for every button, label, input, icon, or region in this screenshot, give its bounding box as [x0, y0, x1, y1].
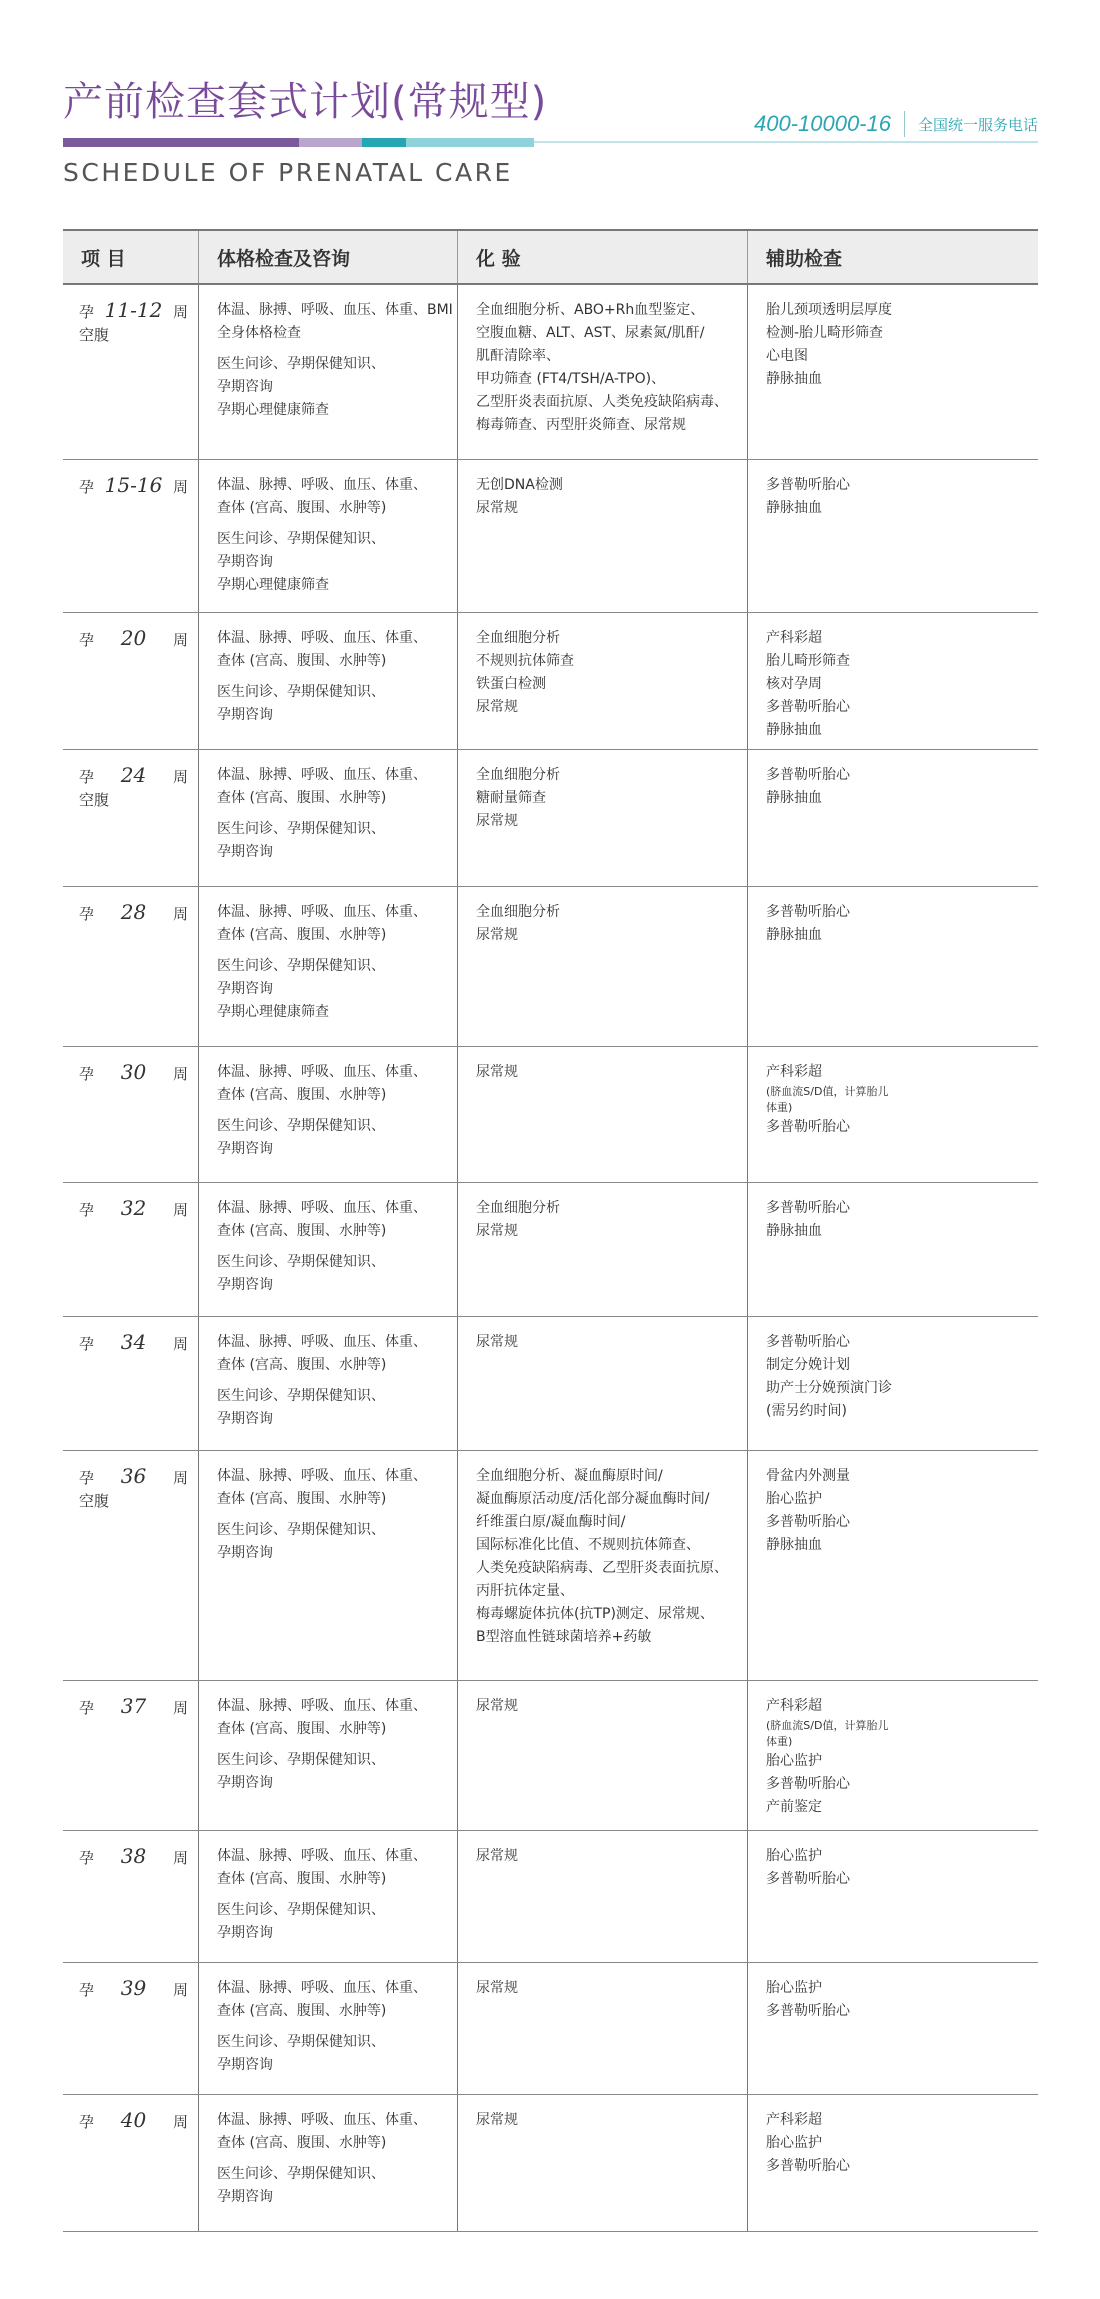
exam-paragraph: [217, 1977, 451, 2023]
exam-line: 查体 (宫高、腹围、水肿等): [217, 1491, 387, 1507]
week-prefix: 孕: [79, 768, 95, 786]
exam-paragraph: [217, 1899, 451, 1945]
week-cell: [63, 887, 198, 1046]
exam-line: 查体 (宫高、腹围、水肿等): [217, 2135, 387, 2151]
table-row: [63, 887, 1038, 1047]
lab-line: 尿常规: [476, 500, 518, 516]
week-number: 40: [120, 2108, 147, 2132]
exam-line: 体温、脉搏、呼吸、血压、体重、: [217, 1334, 427, 1350]
exam-line: 孕期心理健康筛查: [217, 402, 329, 418]
exam-line: 查体 (宫高、腹围、水肿等): [217, 1087, 387, 1103]
week-prefix: 孕: [79, 1201, 95, 1219]
exam-line: 医生问诊、孕期保健知识、: [217, 531, 385, 547]
exam-line: 孕期咨询: [217, 844, 273, 860]
week-suffix: 周: [172, 1849, 188, 1867]
exam-line: 查体 (宫高、腹围、水肿等): [217, 790, 387, 806]
week-cell: [63, 1183, 198, 1316]
week-number: 37: [120, 1694, 147, 1718]
auxiliary-line: 产科彩超: [766, 630, 822, 646]
table-row: [63, 1681, 1038, 1831]
auxiliary-line: 静脉抽血: [766, 371, 822, 387]
exam-paragraph: [217, 353, 451, 422]
lab-line: 丙肝抗体定量、: [476, 1583, 574, 1599]
column-header-physical-exam: 体格检查及咨询: [198, 231, 457, 283]
exam-line: 孕期心理健康筛查: [217, 577, 329, 593]
week-prefix: 孕: [79, 303, 95, 321]
auxiliary-line: 多普勒听胎心: [766, 904, 850, 920]
table-row: [63, 2095, 1038, 2232]
lab-tests-cell: [457, 1963, 747, 2094]
exam-paragraph: [217, 1845, 451, 1891]
week-prefix: 孕: [79, 2113, 95, 2131]
exam-paragraph: [217, 1749, 451, 1795]
exam-line: 医生问诊、孕期保健知识、: [217, 1388, 385, 1404]
fasting-note: 空腹: [79, 1492, 110, 1510]
lab-line: 肌酐清除率、: [476, 348, 560, 364]
auxiliary-line: 胎心监护: [766, 1980, 822, 1996]
week-number: 38: [120, 1844, 147, 1868]
auxiliary-exam-cell: [747, 887, 1038, 1046]
week-number: 15-16: [104, 473, 163, 497]
auxiliary-line: 静脉抽血: [766, 722, 822, 738]
auxiliary-exam-cell: [747, 1451, 1038, 1680]
lab-tests-cell: [457, 460, 747, 612]
physical-exam-cell: [198, 1183, 457, 1316]
auxiliary-line: 检测-胎儿畸形筛查: [766, 325, 884, 341]
lab-tests-cell: [457, 887, 747, 1046]
exam-paragraph: [217, 299, 451, 345]
auxiliary-line: 多普勒听胎心: [766, 1119, 850, 1135]
week-suffix: 周: [172, 1201, 188, 1219]
week-label: [79, 1977, 188, 2002]
exam-line: 医生问诊、孕期保健知识、: [217, 1254, 385, 1270]
exam-line: 体温、脉搏、呼吸、血压、体重、: [217, 630, 427, 646]
exam-line: 查体 (宫高、腹围、水肿等): [217, 1223, 387, 1239]
auxiliary-line: 胎心监护: [766, 1848, 822, 1864]
lab-line: 不规则抗体筛查: [476, 653, 574, 669]
week-prefix: 孕: [79, 1065, 95, 1083]
physical-exam-cell: [198, 887, 457, 1046]
fasting-note: 空腹: [79, 791, 110, 809]
lab-line: 全血细胞分析: [476, 767, 560, 783]
table-row: [63, 1183, 1038, 1317]
exam-paragraph: [217, 1331, 451, 1377]
week-suffix: 周: [172, 1981, 188, 1999]
lab-line: 尿常规: [476, 699, 518, 715]
week-prefix: 孕: [79, 1469, 95, 1487]
title-accent-bar: [63, 138, 534, 147]
exam-paragraph: [217, 1197, 451, 1243]
lab-tests-cell: [457, 1831, 747, 1962]
week-number: 39: [120, 1976, 147, 2000]
week-suffix: 周: [172, 1065, 188, 1083]
auxiliary-exam-cell: [747, 285, 1038, 459]
lab-line: 全血细胞分析、ABO+Rh血型鉴定、: [476, 302, 705, 318]
exam-paragraph: [217, 1115, 451, 1161]
service-hotline: [754, 111, 1038, 137]
auxiliary-line: 制定分娩计划: [766, 1357, 850, 1373]
exam-line: 孕期咨询: [217, 379, 273, 395]
auxiliary-line: (需另约时间): [766, 1403, 847, 1419]
week-suffix: 周: [172, 768, 188, 786]
exam-line: 体温、脉搏、呼吸、血压、体重、: [217, 1980, 427, 1996]
table-row: [63, 460, 1038, 613]
auxiliary-line: 助产士分娩预演门诊: [766, 1380, 892, 1396]
exam-line: 查体 (宫高、腹围、水肿等): [217, 927, 387, 943]
week-suffix: 周: [172, 905, 188, 923]
exam-line: 孕期咨询: [217, 1545, 273, 1561]
week-prefix: 孕: [79, 478, 95, 496]
week-label: [79, 1197, 188, 1222]
week-suffix: 周: [172, 1335, 188, 1353]
week-cell: [63, 1831, 198, 1962]
week-suffix: 周: [172, 478, 188, 496]
exam-line: 体温、脉搏、呼吸、血压、体重、: [217, 767, 427, 783]
lab-tests-cell: [457, 613, 747, 749]
week-number: 36: [120, 1464, 147, 1488]
week-suffix: 周: [172, 631, 188, 649]
physical-exam-cell: [198, 1681, 457, 1830]
lab-tests-cell: [457, 2095, 747, 2231]
week-cell: [63, 750, 198, 886]
accent-segment-lilac: [299, 138, 362, 147]
auxiliary-line: 静脉抽血: [766, 1537, 822, 1553]
week-suffix: 周: [172, 303, 188, 321]
exam-line: 查体 (宫高、腹围、水肿等): [217, 1357, 387, 1373]
exam-paragraph: [217, 2031, 451, 2077]
exam-paragraph: [217, 764, 451, 810]
column-header-lab-tests: 化 验: [457, 231, 747, 283]
lab-line: 全血细胞分析: [476, 1200, 560, 1216]
physical-exam-cell: [198, 2095, 457, 2231]
auxiliary-line: (脐血流S/D值，计算胎儿: [766, 1085, 889, 1098]
exam-paragraph: [217, 955, 451, 1024]
exam-line: 查体 (宫高、腹围、水肿等): [217, 653, 387, 669]
lab-line: 甲功筛查 (FT4/TSH/A-TPO)、: [476, 371, 666, 387]
lab-tests-cell: [457, 1047, 747, 1182]
auxiliary-line: 胎儿颈项透明层厚度: [766, 302, 892, 318]
accent-segment-light-teal: [406, 138, 534, 147]
fasting-note: 空腹: [79, 326, 110, 344]
lab-line: 尿常规: [476, 2112, 518, 2128]
lab-tests-cell: [457, 285, 747, 459]
lab-tests-cell: [457, 750, 747, 886]
physical-exam-cell: [198, 285, 457, 459]
lab-tests-cell: [457, 1451, 747, 1680]
exam-paragraph: [217, 2109, 451, 2155]
exam-paragraph: [217, 818, 451, 864]
week-prefix: 孕: [79, 1849, 95, 1867]
week-number: 28: [120, 900, 147, 924]
physical-exam-cell: [198, 1963, 457, 2094]
exam-line: 体温、脉搏、呼吸、血压、体重、: [217, 1698, 427, 1714]
lab-line: 梅毒螺旋体抗体(抗TP)测定、尿常规、: [476, 1606, 714, 1622]
auxiliary-exam-cell: [747, 1183, 1038, 1316]
lab-line: 全血细胞分析: [476, 630, 560, 646]
table-row: [63, 1317, 1038, 1451]
exam-line: 孕期咨询: [217, 707, 273, 723]
auxiliary-line: 多普勒听胎心: [766, 2003, 850, 2019]
week-prefix: 孕: [79, 1699, 95, 1717]
lab-line: 尿常规: [476, 1980, 518, 1996]
lab-line: 尿常规: [476, 1334, 518, 1350]
lab-line: 凝血酶原活动度/活化部分凝血酶时间/: [476, 1491, 710, 1507]
auxiliary-exam-cell: [747, 1831, 1038, 1962]
auxiliary-line: 多普勒听胎心: [766, 2158, 850, 2174]
auxiliary-exam-cell: [747, 2095, 1038, 2231]
week-cell: [63, 2095, 198, 2231]
auxiliary-line: 胎心监护: [766, 1491, 822, 1507]
auxiliary-line: 静脉抽血: [766, 500, 822, 516]
week-number: 11-12: [104, 298, 163, 322]
week-number: 34: [120, 1330, 147, 1354]
exam-line: 查体 (宫高、腹围、水肿等): [217, 500, 387, 516]
exam-line: 孕期咨询: [217, 1411, 273, 1427]
exam-line: 体温、脉搏、呼吸、血压、体重、: [217, 477, 427, 493]
physical-exam-cell: [198, 1047, 457, 1182]
auxiliary-exam-cell: [747, 613, 1038, 749]
exam-line: 全身体格检查: [217, 325, 301, 341]
auxiliary-line: 体重): [766, 1735, 793, 1748]
auxiliary-line: 多普勒听胎心: [766, 1200, 850, 1216]
week-number: 20: [120, 626, 147, 650]
lab-line: 空腹血糖、ALT、AST、尿素氮/肌酐/: [476, 325, 705, 341]
hotline-label: 全国统一服务电话: [917, 115, 1038, 134]
exam-line: 体温、脉搏、呼吸、血压、体重、: [217, 2112, 427, 2128]
week-cell: [63, 1047, 198, 1182]
accent-segment-purple: [63, 138, 299, 147]
table-row: [63, 285, 1038, 460]
week-label: [79, 627, 188, 652]
header-divider-line: [534, 141, 1038, 143]
auxiliary-line: 多普勒听胎心: [766, 767, 850, 783]
lab-line: 无创DNA检测: [476, 477, 563, 493]
auxiliary-line: 胎心监护: [766, 1753, 822, 1769]
week-label: [79, 1061, 188, 1086]
lab-line: 纤维蛋白原/凝血酶时间/: [476, 1514, 626, 1530]
exam-paragraph: [217, 1251, 451, 1297]
week-prefix: 孕: [79, 1981, 95, 1999]
week-label: [79, 474, 188, 499]
week-suffix: 周: [172, 2113, 188, 2131]
exam-line: 体温、脉搏、呼吸、血压、体重、: [217, 904, 427, 920]
table-row: [63, 1047, 1038, 1183]
exam-line: 体温、脉搏、呼吸、血压、体重、: [217, 1848, 427, 1864]
auxiliary-line: 产科彩超: [766, 2112, 822, 2128]
lab-line: 全血细胞分析: [476, 904, 560, 920]
exam-line: 查体 (宫高、腹围、水肿等): [217, 2003, 387, 2019]
auxiliary-line: 产科彩超: [766, 1064, 822, 1080]
exam-line: 体温、脉搏、呼吸、血压、体重、: [217, 1064, 427, 1080]
exam-line: 查体 (宫高、腹围、水肿等): [217, 1721, 387, 1737]
exam-line: 医生问诊、孕期保健知识、: [217, 958, 385, 974]
column-header-item: 项 目: [81, 247, 126, 270]
lab-line: 尿常规: [476, 927, 518, 943]
lab-line: 人类免疫缺陷病毒、乙型肝炎表面抗原、: [476, 1560, 728, 1576]
week-number: 30: [120, 1060, 147, 1084]
exam-line: 孕期咨询: [217, 981, 273, 997]
week-label: [79, 2109, 188, 2134]
week-prefix: 孕: [79, 631, 95, 649]
exam-line: 孕期咨询: [217, 1277, 273, 1293]
lab-line: 尿常规: [476, 1848, 518, 1864]
exam-line: 孕期咨询: [217, 1141, 273, 1157]
week-label: [79, 299, 188, 324]
auxiliary-line: 多普勒听胎心: [766, 699, 850, 715]
lab-line: 尿常规: [476, 1223, 518, 1239]
auxiliary-line: 多普勒听胎心: [766, 1871, 850, 1887]
week-suffix: 周: [172, 1699, 188, 1717]
exam-line: 医生问诊、孕期保健知识、: [217, 1522, 385, 1538]
week-label: [79, 1465, 188, 1490]
physical-exam-cell: [198, 460, 457, 612]
physical-exam-cell: [198, 1831, 457, 1962]
auxiliary-exam-cell: [747, 1047, 1038, 1182]
exam-line: 体温、脉搏、呼吸、血压、体重、: [217, 1200, 427, 1216]
physical-exam-cell: [198, 750, 457, 886]
exam-line: 医生问诊、孕期保健知识、: [217, 1752, 385, 1768]
auxiliary-exam-cell: [747, 1681, 1038, 1830]
auxiliary-exam-cell: [747, 460, 1038, 612]
exam-line: 孕期咨询: [217, 1925, 273, 1941]
prenatal-schedule-table: [63, 229, 1038, 2232]
exam-line: 医生问诊、孕期保健知识、: [217, 356, 385, 372]
table-row: [63, 1963, 1038, 2095]
auxiliary-exam-cell: [747, 1963, 1038, 2094]
exam-paragraph: [217, 1465, 451, 1511]
lab-line: 铁蛋白检测: [476, 676, 546, 692]
week-label: [79, 1331, 188, 1356]
table-header-row: [63, 229, 1038, 285]
hotline-number[interactable]: 400-10000-16: [753, 111, 891, 136]
auxiliary-line: 多普勒听胎心: [766, 1776, 850, 1792]
lab-tests-cell: [457, 1681, 747, 1830]
exam-line: 孕期心理健康筛查: [217, 1004, 329, 1020]
lab-tests-cell: [457, 1317, 747, 1450]
auxiliary-line: 静脉抽血: [766, 790, 822, 806]
accent-segment-teal: [362, 138, 406, 147]
week-cell: [63, 1451, 198, 1680]
exam-line: 体温、脉搏、呼吸、血压、体重、BMI: [217, 302, 453, 318]
exam-paragraph: [217, 1519, 451, 1565]
table-row: [63, 1451, 1038, 1681]
auxiliary-line: 多普勒听胎心: [766, 1334, 850, 1350]
auxiliary-line: 静脉抽血: [766, 927, 822, 943]
exam-line: 医生问诊、孕期保健知识、: [217, 684, 385, 700]
week-label: [79, 901, 188, 926]
table-row: [63, 1831, 1038, 1963]
lab-line: 尿常规: [476, 1064, 518, 1080]
table-row: [63, 613, 1038, 750]
week-cell: [63, 285, 198, 459]
exam-paragraph: [217, 627, 451, 673]
auxiliary-exam-cell: [747, 1317, 1038, 1450]
auxiliary-line: 骨盆内外测量: [766, 1468, 850, 1484]
lab-line: 梅毒筛查、丙型肝炎筛查、尿常规: [476, 417, 686, 433]
week-cell: [63, 1681, 198, 1830]
page-title: 产前检查套式计划(常规型): [63, 79, 548, 125]
week-prefix: 孕: [79, 1335, 95, 1353]
auxiliary-line: 心电图: [766, 348, 808, 364]
column-header-auxiliary-exam: 辅助检查: [747, 231, 1038, 283]
auxiliary-line: 体重): [766, 1101, 793, 1114]
exam-line: 医生问诊、孕期保健知识、: [217, 2034, 385, 2050]
week-number: 32: [120, 1196, 147, 1220]
exam-line: 医生问诊、孕期保健知识、: [217, 821, 385, 837]
table-body: [63, 285, 1038, 2232]
week-cell: [63, 1963, 198, 2094]
lab-line: 尿常规: [476, 1698, 518, 1714]
exam-paragraph: [217, 681, 451, 727]
lab-line: 糖耐量筛查: [476, 790, 546, 806]
auxiliary-line: 多普勒听胎心: [766, 477, 850, 493]
exam-paragraph: [217, 1061, 451, 1107]
exam-line: 医生问诊、孕期保健知识、: [217, 2166, 385, 2182]
lab-line: B型溶血性链球菌培养+药敏: [476, 1629, 652, 1645]
lab-line: 全血细胞分析、凝血酶原时间/: [476, 1468, 663, 1484]
week-label: [79, 1845, 188, 1870]
physical-exam-cell: [198, 1317, 457, 1450]
week-cell: [63, 460, 198, 612]
physical-exam-cell: [198, 1451, 457, 1680]
week-cell: [63, 613, 198, 749]
auxiliary-line: 产科彩超: [766, 1698, 822, 1714]
exam-paragraph: [217, 901, 451, 947]
week-number: 24: [120, 763, 147, 787]
auxiliary-line: (脐血流S/D值，计算胎儿: [766, 1719, 889, 1732]
lab-line: 国际标准化比值、不规则抗体筛查、: [476, 1537, 700, 1553]
week-cell: [63, 1317, 198, 1450]
exam-paragraph: [217, 2163, 451, 2209]
auxiliary-line: 多普勒听胎心: [766, 1514, 850, 1530]
physical-exam-cell: [198, 613, 457, 749]
auxiliary-line: 核对孕周: [766, 676, 822, 692]
exam-line: 医生问诊、孕期保健知识、: [217, 1902, 385, 1918]
exam-paragraph: [217, 528, 451, 597]
auxiliary-line: 胎儿畸形筛查: [766, 653, 850, 669]
auxiliary-line: 静脉抽血: [766, 1223, 822, 1239]
auxiliary-line: 产前鉴定: [766, 1799, 822, 1815]
auxiliary-exam-cell: [747, 750, 1038, 886]
exam-line: 查体 (宫高、腹围、水肿等): [217, 1871, 387, 1887]
page-subtitle: SCHEDULE OF PRENATAL CARE: [63, 158, 513, 187]
exam-line: 孕期咨询: [217, 1775, 273, 1791]
week-label: [79, 764, 188, 789]
hotline-divider: [904, 111, 905, 137]
week-prefix: 孕: [79, 905, 95, 923]
exam-line: 孕期咨询: [217, 2189, 273, 2205]
exam-paragraph: [217, 1695, 451, 1741]
lab-line: 尿常规: [476, 813, 518, 829]
exam-line: 孕期咨询: [217, 554, 273, 570]
lab-tests-cell: [457, 1183, 747, 1316]
table-row: [63, 750, 1038, 887]
auxiliary-line: 胎心监护: [766, 2135, 822, 2151]
lab-line: 乙型肝炎表面抗原、人类免疫缺陷病毒、: [476, 394, 728, 410]
exam-paragraph: [217, 1385, 451, 1431]
exam-paragraph: [217, 474, 451, 520]
week-label: [79, 1695, 188, 1720]
exam-line: 体温、脉搏、呼吸、血压、体重、: [217, 1468, 427, 1484]
exam-line: 医生问诊、孕期保健知识、: [217, 1118, 385, 1134]
exam-line: 孕期咨询: [217, 2057, 273, 2073]
week-suffix: 周: [172, 1469, 188, 1487]
